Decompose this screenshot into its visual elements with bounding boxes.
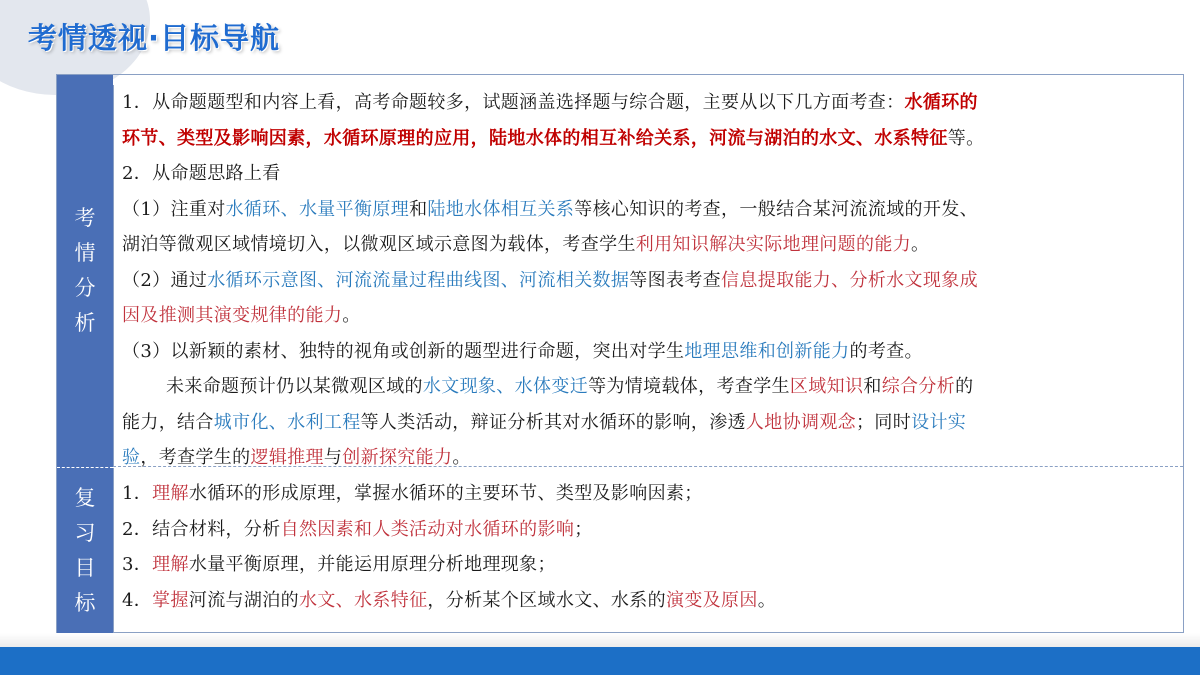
text-line [122,85,1183,121]
text-segment: 。 [342,305,361,326]
text-segment: 与 [323,447,343,468]
text-line [122,156,1183,192]
text-segment: 地理思维和创新能力 [684,340,850,362]
text-segment: 3． [122,554,153,575]
text-segment: 水量平衡原理，并能运用原理分析地理现象； [188,554,556,575]
label-char: 析 [74,311,96,335]
text-segment: 和 [409,198,428,220]
text-segment: 因及推测其演变规律的能力 [122,305,343,326]
text-segment: ，考查学生的 [140,447,251,468]
text-segment: 利用知识解决实际地理问题的能力 [635,234,912,255]
text-line [122,121,1183,157]
text-segment: 。 [452,447,471,468]
analysis-content [113,85,1183,467]
text-segment: 等。 [947,127,985,149]
text-segment: 等人类活动，辩证分析其对水循环的影响，渗透 [360,411,746,433]
text-segment: 综合分析 [881,376,956,397]
text-line [122,583,1183,619]
section-label-goals [57,468,113,633]
text-segment: 设计实 [911,411,967,433]
goals-content [113,468,1183,632]
text-segment: 掌握 [152,589,189,611]
text-segment: 1．从命题题型和内容上看，高考命题较多，试题涵盖选择题与综合题，主要从以下几方面考查： [122,92,905,113]
text-segment: 等为情境载体，考查学生 [588,376,790,397]
text-segment: 理解 [152,554,189,575]
text-segment: 水文、水系特征 [298,589,428,611]
text-segment: 水循环示意图、河流流量过程曲线图、河流相关数据 [207,269,630,291]
label-char: 目 [74,555,96,580]
text-line [122,476,1183,512]
text-line [122,227,1183,263]
label-char: 复 [74,485,96,510]
text-segment: 演变及原因 [665,589,758,611]
text-segment: 和 [863,376,882,397]
text-segment: 水文现象、水体变迁 [422,376,589,397]
label-char: 情 [74,241,96,265]
text-segment: 水循环、水量平衡原理 [225,198,410,220]
bottom-bar [0,647,1200,675]
text-segment: 。 [911,234,930,255]
text-segment: 河流与湖泊的 [188,589,299,611]
text-segment: 自然因素和人类活动对水循环的影响 [280,518,575,540]
text-segment: ；同时 [856,411,912,433]
text-line [122,334,1183,370]
text-segment: （1）注重对 [122,198,226,220]
text-segment: （3）以新颖的素材、独特的视角或创新的题型进行命题，突出对学生 [122,340,685,362]
text-segment: 环节、类型及影响因素，水循环原理的应用，陆地水体的相互补给关系，河流与湖泊的水文、水系特征 [122,127,948,149]
text-segment: ，分析某个区域水文、水系的 [427,589,666,611]
text-segment: 未来命题预计仍以某微观区域的 [166,376,423,397]
text-segment: （2）通过 [122,269,208,291]
label-char: 考 [74,206,96,230]
bottom-shadow [0,633,1200,647]
label-char: 习 [74,520,96,545]
text-segment: 1． [122,483,153,504]
text-line [122,192,1183,228]
text-segment: 的 [955,376,974,397]
text-segment: 等图表考查 [629,269,722,291]
text-line [122,369,1183,405]
text-segment: 。 [757,589,777,611]
text-segment: 区域知识 [789,376,864,397]
text-line [122,263,1183,299]
text-line [122,405,1183,441]
text-segment: 能力，结合 [122,411,214,433]
text-segment: 创新探究能力 [342,447,453,468]
text-segment: 逻辑推理 [250,447,324,468]
text-segment: 湖泊等微观区域情境切入，以微观区域示意图为载体，考查学生 [122,234,636,255]
text-segment: 的考查。 [849,340,923,362]
label-char: 分 [74,276,96,300]
label-char: 标 [74,590,96,615]
text-segment: 4． [122,589,153,611]
content-table [56,74,1184,633]
section-label-analysis [57,75,113,468]
text-segment: 城市化、水利工程 [213,411,361,433]
text-segment: 水循环的 [904,92,978,113]
text-segment: 等核心知识的考查，一般结合某河流流域的开发、 [574,198,978,220]
text-segment: 信息提取能力、分析水文现象成 [721,269,978,291]
text-segment: 陆地水体相互关系 [427,198,575,220]
text-segment: 2．从命题思路上看 [122,163,281,184]
text-segment: 验 [122,447,141,468]
text-line [122,547,1183,583]
text-line [122,512,1183,548]
text-segment: 水循环的形成原理，掌握水循环的主要环节、类型及影响因素； [188,483,703,504]
text-segment: ； [574,518,593,540]
page-title: 考情透视·目标导航 [28,21,281,55]
text-segment: 理解 [152,483,189,504]
text-line [122,298,1183,334]
text-segment: 人地协调观念 [745,411,857,433]
text-segment: 2．结合材料，分析 [122,518,281,540]
